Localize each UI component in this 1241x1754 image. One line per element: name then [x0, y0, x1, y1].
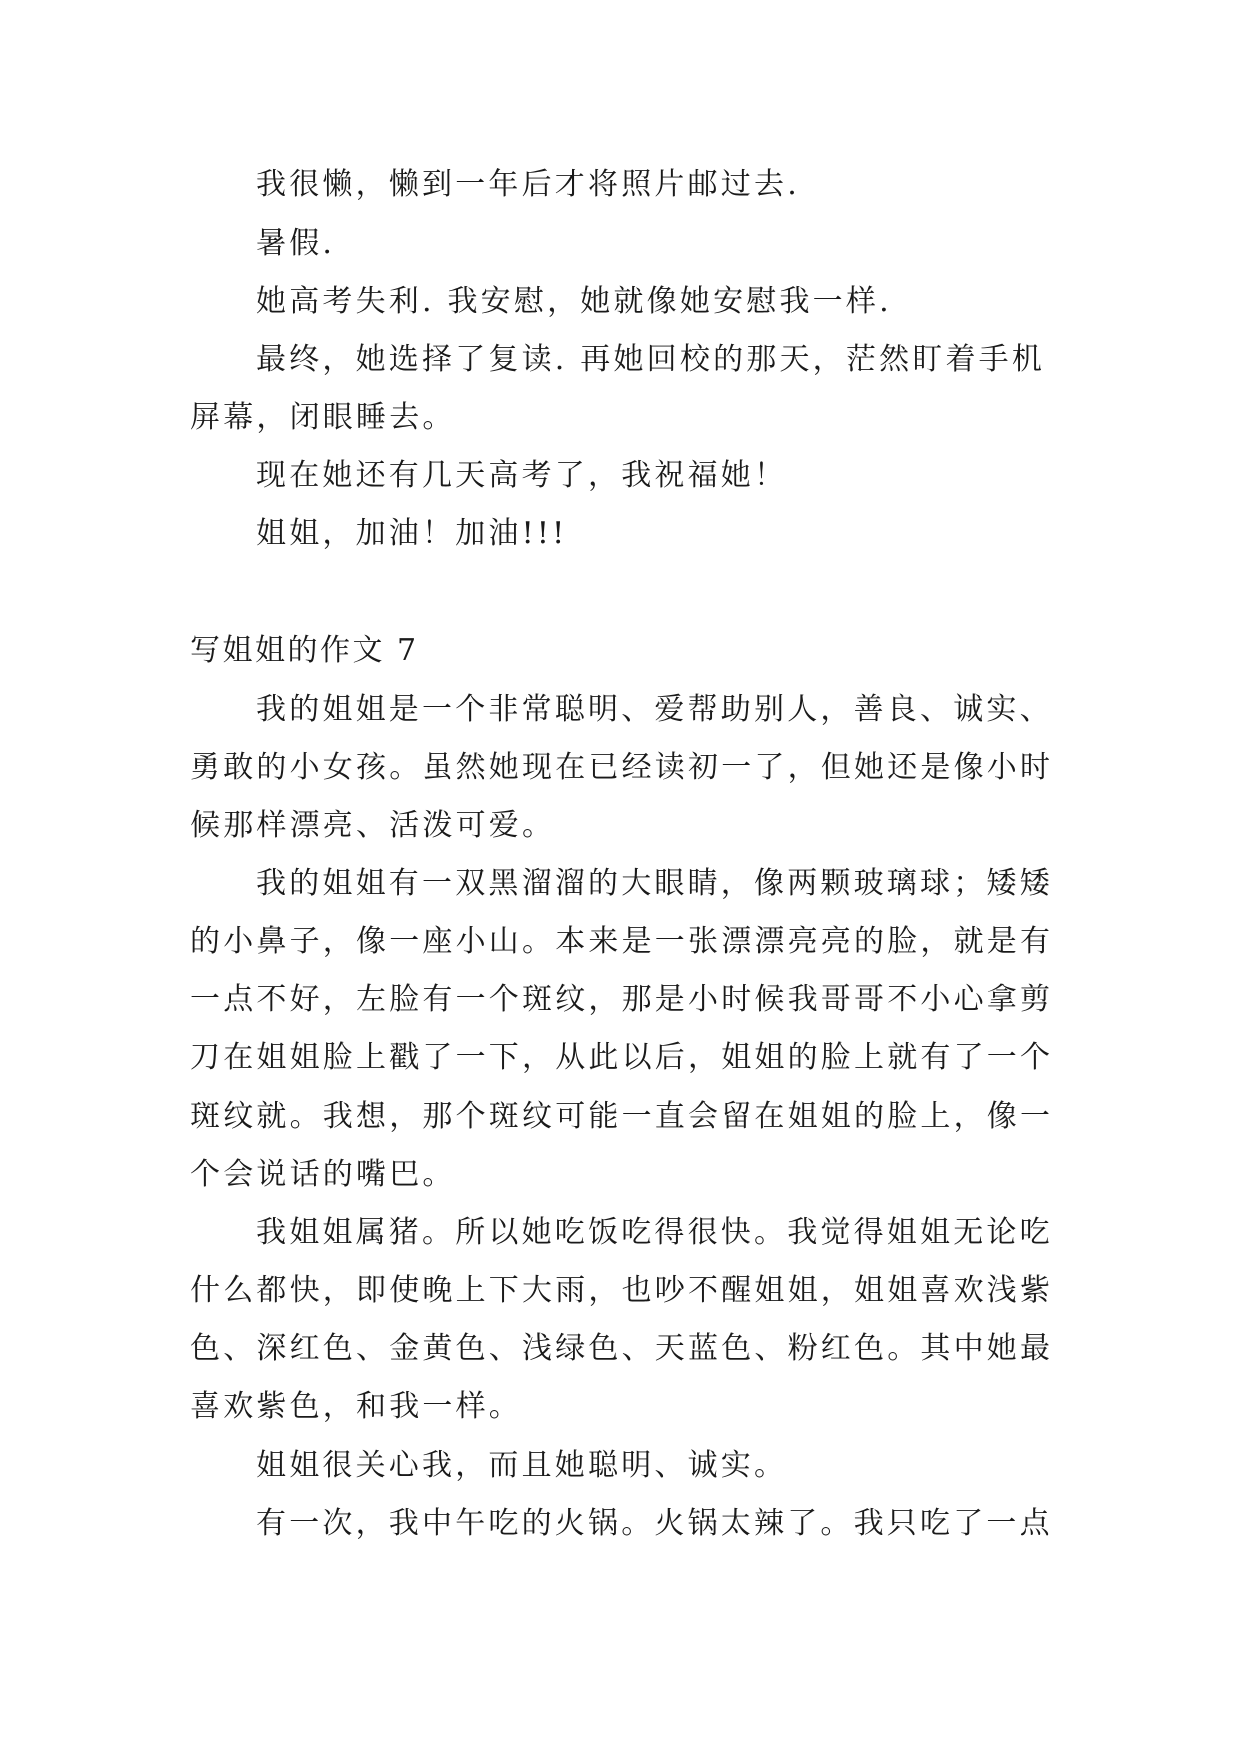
paragraph-line: 有一次，我中午吃的火锅。火锅太辣了。我只吃了一点: [256, 1506, 1053, 1541]
paragraph-line: 色、深红色、金黄色、浅绿色、天蓝色、粉红色。其中她最: [190, 1331, 1054, 1366]
paragraph-line: 屏幕，闭眼睡去。: [190, 400, 456, 435]
paragraph-line: 什么都快，即使晚上下大雨，也吵不醒姐姐，姐姐喜欢浅紫: [190, 1273, 1054, 1308]
paragraph-line: 个会说话的嘴巴。: [190, 1157, 456, 1192]
paragraph-line: 喜欢紫色，和我一样。: [190, 1389, 522, 1424]
paragraph-line: 候那样漂亮、活泼可爱。: [190, 808, 556, 843]
paragraph-line: 刀在姐姐脸上戳了一下，从此以后，姐姐的脸上就有了一个: [190, 1040, 1054, 1075]
paragraph-line: 我姐姐属猪。所以她吃饭吃得很快。我觉得姐姐无论吃: [256, 1215, 1053, 1250]
paragraph-line: 姐姐很关心我，而且她聪明、诚实。: [256, 1448, 788, 1483]
paragraph-line: 她高考失利. 我安慰，她就像她安慰我一样.: [256, 284, 892, 319]
paragraph-line: 斑纹就。我想，那个斑纹可能一直会留在姐姐的脸上，像一: [190, 1099, 1054, 1134]
paragraph-line: 一点不好，左脸有一个斑纹，那是小时候我哥哥不小心拿剪: [190, 982, 1054, 1017]
paragraph-line: 姐姐，加油！加油!!!: [256, 516, 568, 551]
paragraph-line: 的小鼻子，像一座小山。本来是一张漂漂亮亮的脸，就是有: [190, 924, 1054, 959]
paragraph-line: 暑假.: [256, 226, 336, 261]
paragraph-line: 最终，她选择了复读. 再她回校的那天，茫然盯着手机: [256, 342, 1046, 377]
paragraph-line: 我的姐姐有一双黑溜溜的大眼睛，像两颗玻璃球；矮矮: [256, 866, 1053, 901]
paragraph-line: 勇敢的小女孩。虽然她现在已经读初一了，但她还是像小时: [190, 750, 1054, 785]
paragraph-line: 我很懒，懒到一年后才将照片邮过去.: [256, 167, 800, 202]
paragraph-line: 现在她还有几天高考了，我祝福她！: [256, 458, 788, 493]
section-heading: 写姐姐的作文 7: [190, 633, 419, 668]
paragraph-line: 我的姐姐是一个非常聪明、爱帮助别人，善良、诚实、: [256, 692, 1053, 727]
